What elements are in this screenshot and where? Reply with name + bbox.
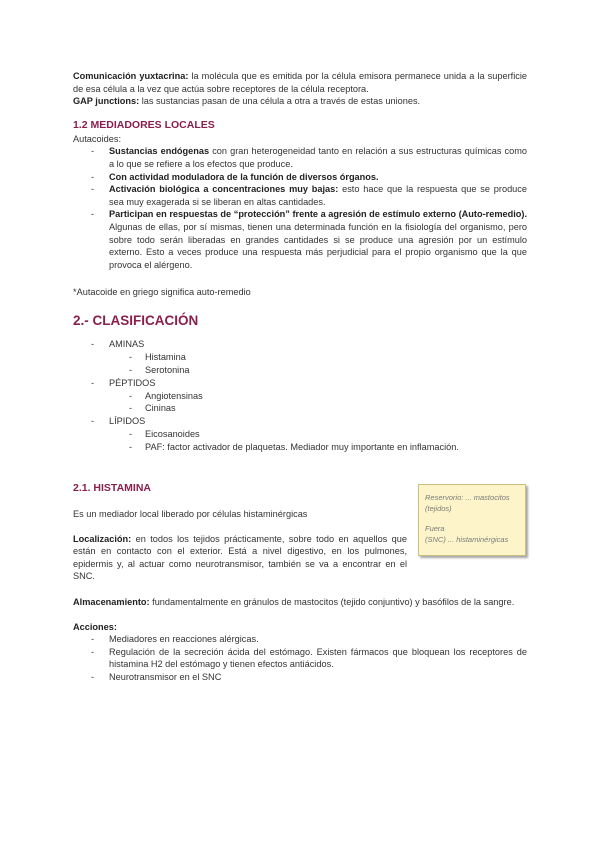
localizacion-text: en todos los tejidos prácticamente, sobre todo en aquellos que están en contacto con el exterior. Está a nivel digestivo, en los pulmones, epidermis y, al actuar como neurotransmisor, también se va a encontrar en el SNC. bbox=[73, 533, 407, 582]
section-1-2-heading: 1.2 MEDIADORES LOCALES bbox=[73, 118, 215, 131]
almacenamiento-text: fundamentalmente en gránulos de mastocitos (tejido conjuntivo) y basófilos de la sangre. bbox=[149, 597, 515, 608]
autacoides-list bbox=[73, 145, 527, 271]
group-aminas: - AMINAS bbox=[73, 338, 527, 351]
list-item: - Angiotensinas bbox=[73, 390, 527, 403]
document-page bbox=[73, 70, 527, 684]
note-line: (tejidos) bbox=[425, 503, 452, 513]
footnote: *Autacoide en griego significa auto-remedio bbox=[73, 287, 251, 298]
yuxtacrina-term: Comunicación yuxtacrina: bbox=[73, 71, 189, 81]
yuxtacrina-paragraph bbox=[73, 70, 527, 95]
localizacion-term: Localización: bbox=[73, 533, 132, 544]
gap-text: las sustancias pasan de una célula a otra a través de estas uniones. bbox=[139, 96, 421, 107]
list-item: - Serotonina bbox=[73, 364, 527, 377]
list-item bbox=[73, 183, 527, 208]
note-line: Reservorio: ... mastocitos bbox=[425, 493, 510, 502]
item-text: con gran heterogeneidad tanto en relación a sus estructuras químicas como a lo que se refiere a los efectos que produce. bbox=[109, 146, 527, 169]
item-bold: Sustancias endógenas bbox=[109, 146, 210, 157]
list-item: - Histamina bbox=[73, 351, 527, 364]
list-item bbox=[73, 171, 527, 184]
gap-term: GAP junctions: bbox=[73, 96, 140, 107]
autacoides-label: Autacoides: bbox=[73, 133, 122, 144]
classification-list bbox=[73, 338, 527, 454]
histamina-intro: Es un mediador local liberado por células histaminérgicas bbox=[73, 509, 308, 520]
list-item: - Eicosanoides bbox=[73, 428, 527, 441]
list-item bbox=[73, 208, 527, 271]
note-line: Fuera bbox=[425, 524, 445, 533]
list-item: - PAF: factor activador de plaquetas. Mediador muy importante en inflamación. bbox=[73, 441, 527, 454]
localizacion-paragraph bbox=[73, 533, 407, 583]
item-text: Algunas de ellas, por sí mismas, tienen una determinada función en la fisiología del organismo, pero sobre todo serán liberadas en grandes cantidades si se produce una agresión por un estímulo externo. Esto a veces produce una respuesta más perjudicial para el propio organismo que la que provoca el alérgeno. bbox=[109, 221, 527, 270]
item-bold: Con actividad moduladora de la función de diversos órganos. bbox=[109, 171, 379, 182]
list-item bbox=[73, 145, 527, 170]
group-peptidos: - PÉPTIDOS bbox=[73, 377, 527, 390]
group-lipidos: - LÍPIDOS bbox=[73, 415, 527, 428]
almacenamiento-term: Almacenamiento: bbox=[73, 597, 150, 608]
almacenamiento-paragraph bbox=[73, 596, 527, 609]
section-2-1-heading: 2.1. HISTAMINA bbox=[73, 482, 151, 495]
acciones-list bbox=[73, 633, 527, 683]
list-item: - Cininas bbox=[73, 402, 527, 415]
yuxtacrina-text: la molécula que es emitida por la célula emisora permanece unida a la superficie de esa célula a la vez que actúa sobre receptores de la célula receptora. bbox=[73, 71, 527, 94]
note-line: (SNC) ... histaminérgicas bbox=[425, 534, 509, 544]
list-item: - Mediadores en reacciones alérgicas. bbox=[73, 633, 527, 646]
section-2-heading: 2.- CLASIFICACIÓN bbox=[73, 312, 199, 328]
list-item: - Neurotransmisor en el SNC bbox=[73, 671, 527, 684]
list-item: - Regulación de la secreción ácida del estómago. Existen fármacos que bloquean los receptores de histamina H2 del estómago y tienen efectos antiácidos. bbox=[73, 646, 527, 671]
item-bold: Activación biológica a concentraciones muy bajas: bbox=[109, 184, 339, 195]
acciones-term: Acciones: bbox=[73, 621, 117, 632]
gap-paragraph bbox=[73, 95, 527, 108]
acciones-label bbox=[73, 621, 527, 634]
item-text: esto hace que la respuesta que se produce sea muy exagerada si se liberan en altas cantidades. bbox=[109, 184, 527, 207]
sticky-note[interactable] bbox=[418, 484, 526, 556]
item-bold: Participan en respuestas de “protección” frente a agresión de estímulo externo (Auto-remedio). bbox=[109, 209, 527, 220]
